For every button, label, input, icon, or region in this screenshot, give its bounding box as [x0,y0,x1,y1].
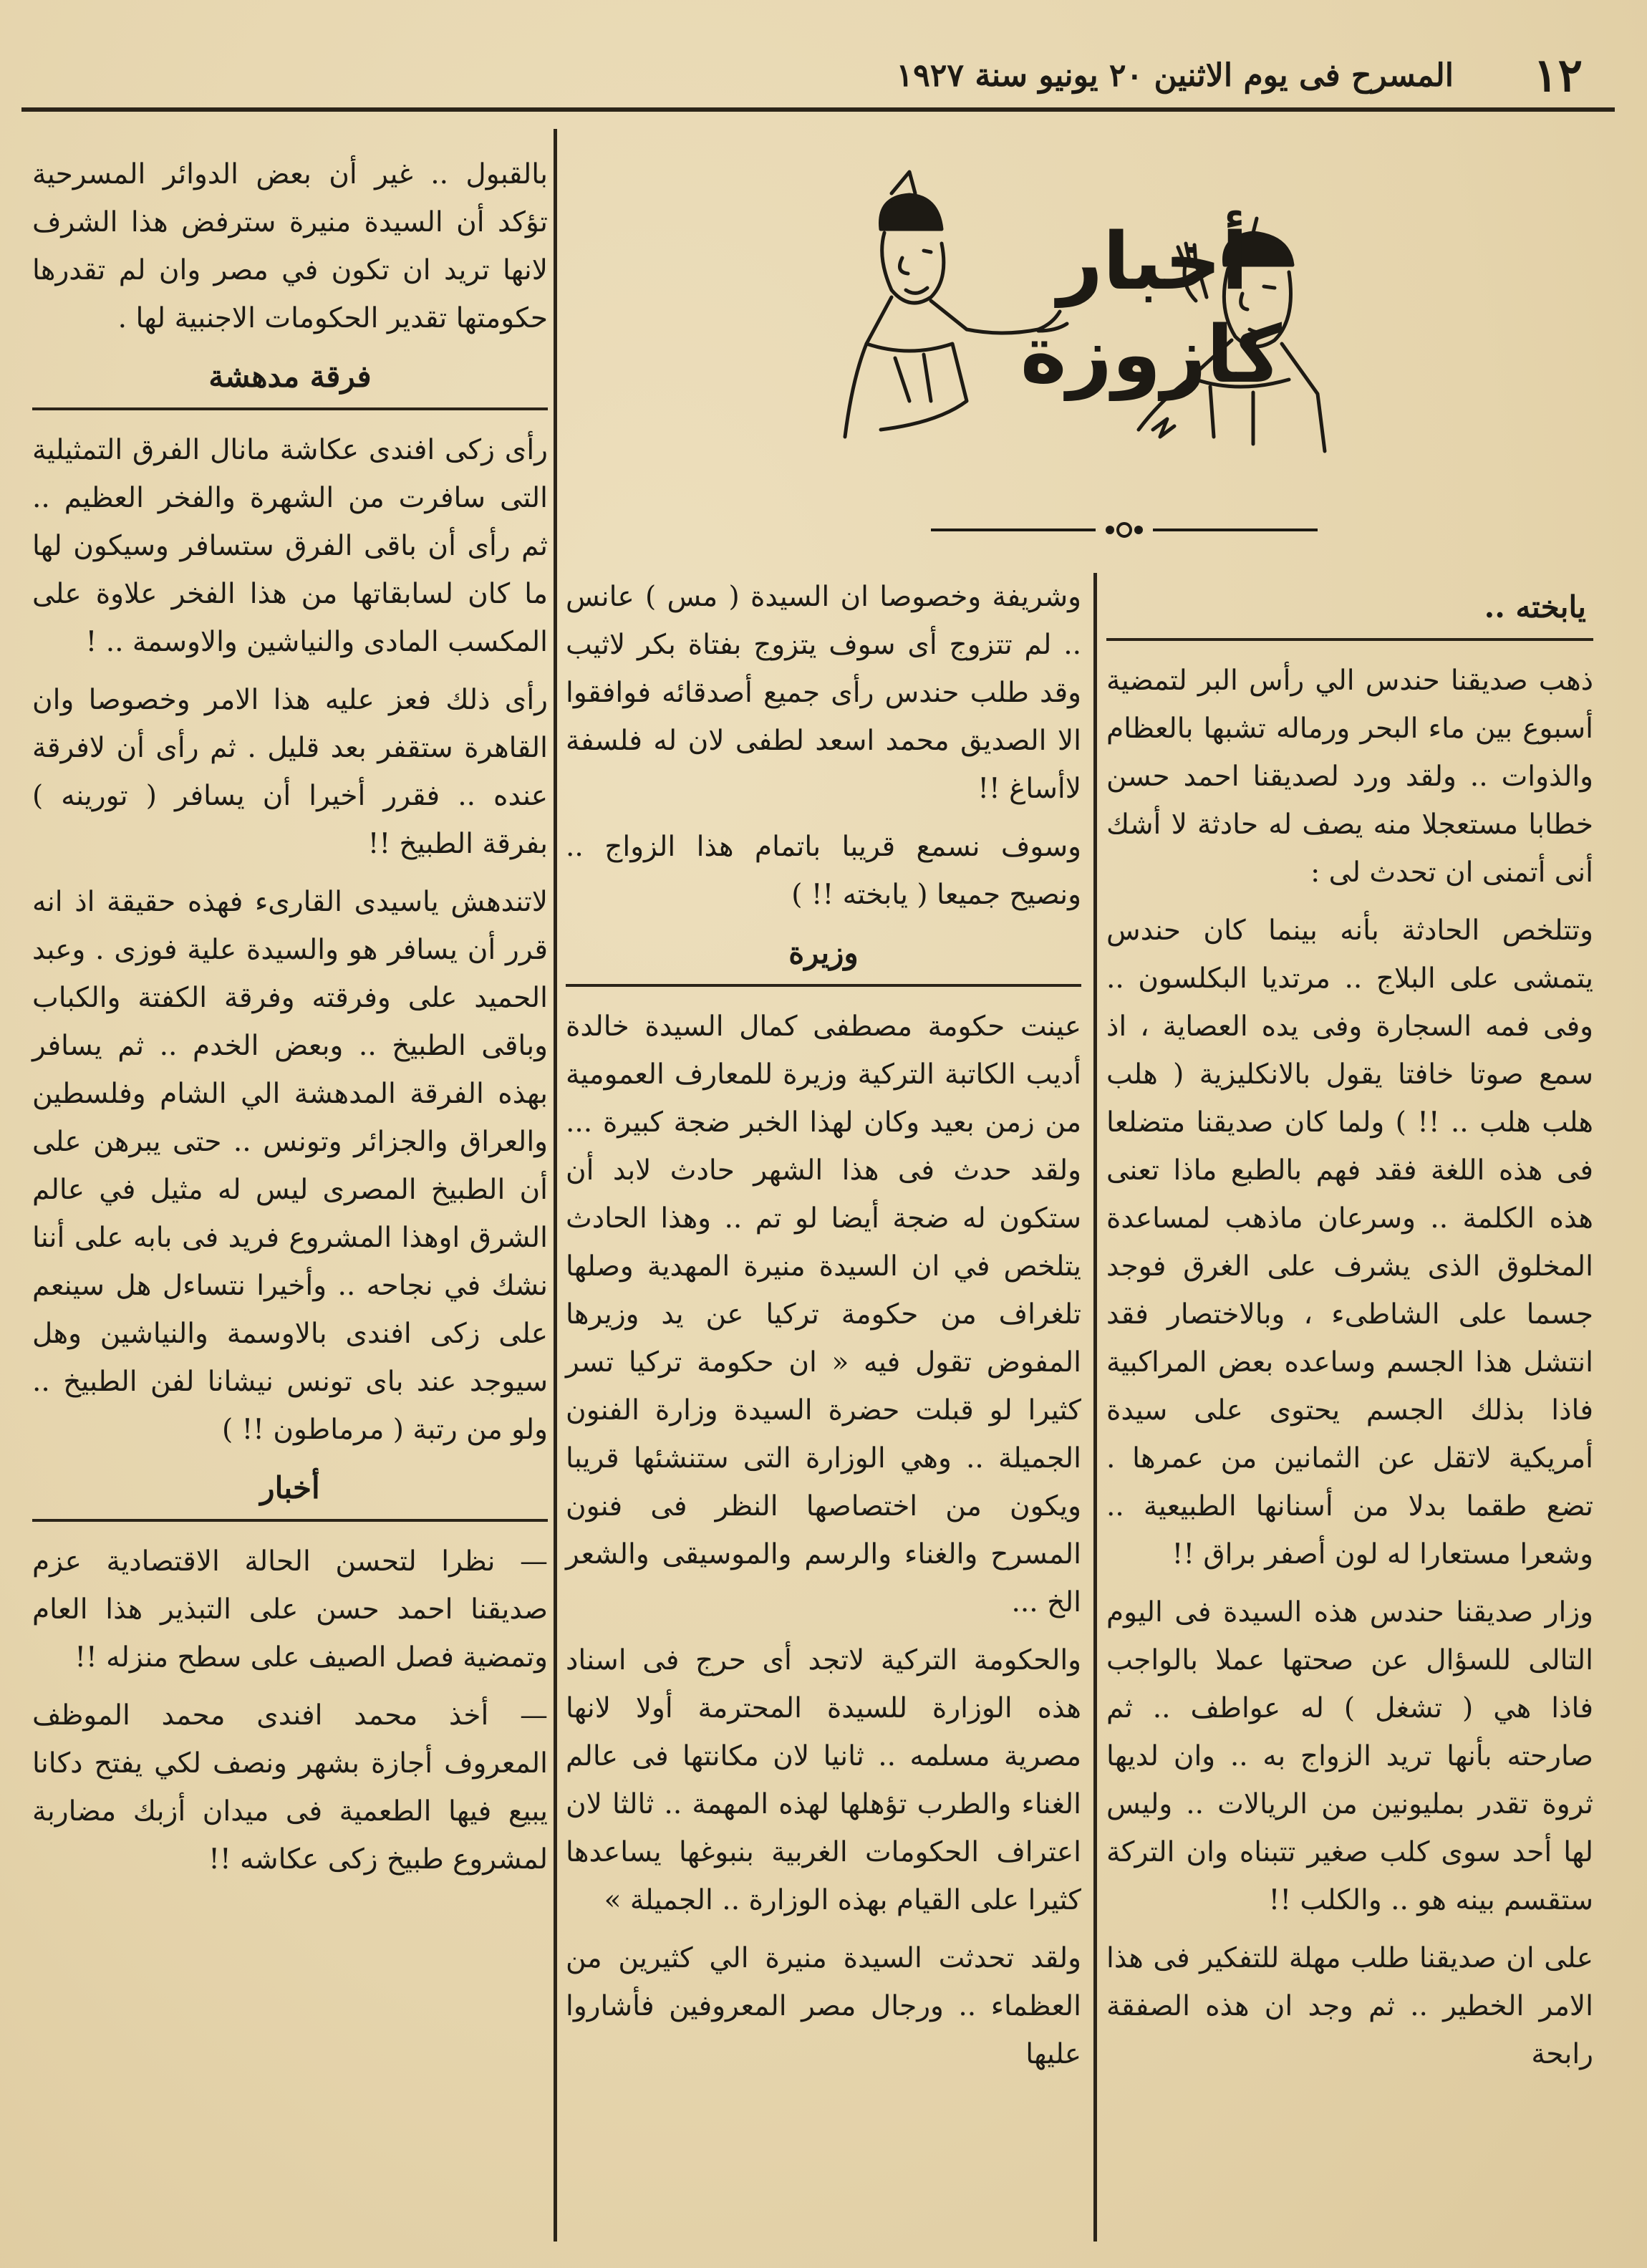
article-paragraph: على ان صديقنا طلب مهلة للتفكير فى هذا الامر الخطير .. ثم وجد ان هذه الصفقة رابحة [1106,1942,1593,2070]
heading-rule [32,1519,548,1522]
article-paragraph: وتتلخص الحادثة بأنه بينما كان حندس يتمشى على البلاج .. مرتديا البكلسون .. وفى فمه السجارة وفى يده العصاية ، اذ سمع صوتا خافتا يقول بالانكليزية ( هلب هلب هلب .. !! ) ولما كان صديقنا متضلعا فى هذه اللغة فقد فهم بالطبع ماذا تعنى هذه الكلمة .. وسرعان ماذهب لمساعدة المخلوق الذى يشرف على الغرق فوجد جسما على الشاطىء ، وبالاختصار فقد انتشل هذا الجسم وساعده بعض المراكبية فاذا بذلك الجسم يحتوى على سيدة أمريكية لاتقل عن الثمانين من عمرها . تضع طقما بدلا من أسنانها الطبيعية .. وشعرا مستعارا له لون أصفر براق !! [1106,915,1593,1570]
article-paragraph: وسوف نسمع قريبا باتمام هذا الزواج .. ونصيح جميعا ( يابخته !! ) [566,831,1081,911]
heading-rule [566,984,1081,987]
column-divider-left [554,129,557,2242]
issue-date-line: المسرح فى يوم الاثنين ٢٠ يونيو سنة ١٩٢٧ [896,57,1454,94]
article-paragraph: وشريفة وخصوصا ان السيدة ( مس ) عانس .. لم تتزوج أى سوف يتزوج بفتاة بكر لاثيب وقد طلب حندس رأى جميع أصدقائه فوافقوا الا الصديق محمد اسعد لطفى لان له فلسفة لاأساغ !! [566,581,1081,805]
middle-column [566,573,1081,2088]
article-heading-akhbar: أخبار [260,1470,320,1505]
article-heading-firqa: فرقة مدهشة [208,359,372,394]
article-heading-wazira: وزيرة [788,935,859,970]
heading-rule [1106,638,1593,641]
news-item: — نظرا لتحسن الحالة الاقتصادية عزم صديقنا احمد حسن على التبذير هذا العام وتمضية فصل الصيف على سطح منزله !! [32,1545,548,1674]
article-paragraph: عينت حكومة مصطفى كمال السيدة خالدة أديب الكاتبة التركية وزيرة للمعارف العمومية من زمن بعيد وكان لهذا الخبر ضجة كبيرة ... ولقد حدث فى هذا الشهر حادث لابد أن ستكون له ضجة أيضا لو تم .. وهذا الحادث يتلخص في ان السيدة منيرة المهدية وصلها تلغراف من حكومة تركيا عن يد وزيرها المفوض تقول فيه « ان حكومة تركيا تسر كثيرا لو قبلت حضرة السيدة وزارة الفنون الجميلة .. وهي الوزارة التى ستنشئها قريبا ويكون من اختصاصها النظر فى فنون المسرح والغناء والرسم والموسيقى والشعر الخ ... [566,1010,1081,1618]
left-column [32,150,548,1893]
right-column [1106,573,1593,2088]
page-header [29,43,1611,107]
article-paragraph: والحكومة التركية لاتجد أى حرج فى اسناد هذه الوزارة للسيدة المحترمة أولا لانها مصرية مسلمه .. ثانيا لان مكانتها فى عالم الغناء والطرب تؤهلها لهذه المهمة .. ثالثا لان اعتراف الحكومات الغربية بنبوغها يساعدها كثيرا على القيام بهذه الوزارة .. الجميلة » [566,1644,1081,1916]
article-paragraph: لاتندهش ياسيدى القارىء فهذه حقيقة اذ انه قرر أن يسافر هو والسيدة علية فوزى . وعبد الحميد على وفرقته وفرقة الكفتة والكباب وباقى الطبيخ .. وبعض الخدم .. ثم يسافر بهذه الفرقة المدهشة الي الشام وفلسطين والعراق والجزائر وتونس .. حتى يبرهن على أن الطبيخ المصرى ليس له مثيل في عالم الشرق اوهذا المشروع فريد فى بابه على أننا نشك في نجاحه .. وأخيرا نتساءل هل سينعم على زكى افندى بالاوسمة والنياشين وهل سيوجد عند باى تونس نيشانا لفن الطبيخ .. ولو من رتبة ( مرماطون !! ) [32,886,548,1446]
news-item: — أخذ محمد افندى محمد الموظف المعروف أجازة بشهر ونصف لكي يفتح دكانا يبيع فيها الطعمية فى ميدان أزبك مضاربة لمشروع طبيخ زكى عكاشه !! [32,1699,548,1876]
article-paragraph: رأى زكى افندى عكاشة مانال الفرق التمثيلية التى سافرت من الشهرة والفخر العظيم .. ثم رأى أن باقى الفرق ستسافر وسيكون لها ما كان لسابقاتها من هذا الفخر علاوة على المكسب المادى والنياشين والاوسمة .. ! [32,434,548,658]
column-divider-right [1093,573,1097,2242]
masthead-title: أخبار كازوزة [1020,216,1282,400]
ornament-divider [931,516,1318,544]
article-paragraph: رأى ذلك فعز عليه هذا الامر وخصوصا وان القاهرة ستقفر بعد قليل . ثم رأى أن لافرقة عنده .. فقرر أخيرا أن يسافر ( تورينه ) بفرقة الطبيخ !! [32,684,548,860]
heading-rule [32,407,548,410]
header-rule [21,107,1615,112]
article-paragraph: بالقبول .. غير أن بعض الدوائر المسرحية تؤكد أن السيدة منيرة سترفض هذا الشرف لانها تريد ان تكون في مصر وان لم تقدرها حكومتها تقدير الحكومات الاجنبية لها . [32,158,548,334]
article-heading-yabakhto: يابخته .. [1484,589,1586,624]
article-paragraph: وزار صديقنا حندس هذه السيدة فى اليوم التالى للسؤال عن صحتها عملا بالواجب فاذا هي ( تشغل ) له عواطف .. ثم صارحته بأنها تريد الزواج به .. وان لديها ثروة تقدر بمليونين من الريالات .. وليس لها أحد سوى كلب صغير تتبناه وان التركة ستقسم بينه هو .. والكلب !! [1106,1596,1593,1916]
masthead-cartoon [824,165,1339,473]
article-paragraph: ذهب صديقنا حندس الي رأس البر لتمضية أسبوع بين ماء البحر ورماله تشبها بالعظام والذوات .. ولقد ورد لصديقنا احمد حسن خطابا مستعجلا منه يصف له حادثة لا أشك أنى أتمنى ان تحدث لى : [1106,665,1593,889]
article-paragraph: ولقد تحدثت السيدة منيرة الي كثيرين من العظماء .. ورجال مصر المعروفين فأشاروا عليها [566,1942,1081,2070]
page-number: ١٢ [1533,48,1583,102]
